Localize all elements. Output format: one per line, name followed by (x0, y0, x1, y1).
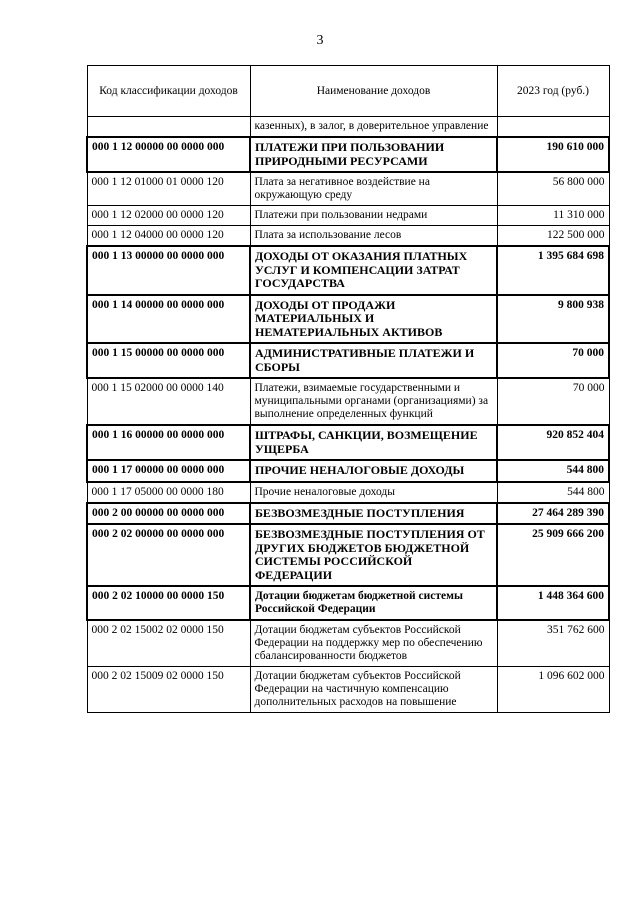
row-name: Дотации бюджетам субъектов Российской Федерации на частичную компенсацию дополнительных расходов на повышение (250, 667, 497, 713)
row-amount: 25 909 666 200 (497, 524, 609, 586)
row-code: 000 2 00 00000 00 0000 000 (87, 503, 250, 525)
table-row (87, 425, 609, 460)
row-name: Дотации бюджетам субъектов Российской Федерации на поддержку мер по обеспечению сбалансированности бюджетов (250, 620, 497, 667)
table-row (87, 460, 609, 482)
row-amount: 9 800 938 (497, 295, 609, 344)
table-row (87, 378, 609, 425)
row-code: 000 2 02 15002 02 0000 150 (87, 620, 250, 667)
row-amount: 544 800 (497, 460, 609, 482)
table-row (87, 226, 609, 247)
row-code: 000 1 12 02000 00 0000 120 (87, 206, 250, 226)
row-amount: 920 852 404 (497, 425, 609, 460)
table-row (87, 667, 609, 713)
table-row (87, 503, 609, 525)
row-amount: 1 448 364 600 (497, 586, 609, 620)
table-row (87, 172, 609, 206)
table-row (87, 343, 609, 378)
row-amount: 70 000 (497, 378, 609, 425)
row-amount: 190 610 000 (497, 137, 609, 172)
row-amount: 56 800 000 (497, 172, 609, 206)
table-row (87, 295, 609, 344)
row-amount: 1 096 602 000 (497, 667, 609, 713)
row-code: 000 1 16 00000 00 0000 000 (87, 425, 250, 460)
table-header-row (87, 66, 609, 117)
row-name: Платежи при пользовании недрами (250, 206, 497, 226)
row-name: Дотации бюджетам бюджетной системы Российской Федерации (250, 586, 497, 620)
row-amount: 70 000 (497, 343, 609, 378)
row-amount (497, 117, 609, 138)
row-name: Прочие неналоговые доходы (250, 482, 497, 503)
row-code: 000 1 17 00000 00 0000 000 (87, 460, 250, 482)
table-row (87, 620, 609, 667)
header-amount: 2023 год (руб.) (497, 66, 609, 117)
table-row (87, 586, 609, 620)
row-code: 000 1 13 00000 00 0000 000 (87, 246, 250, 295)
row-name: ШТРАФЫ, САНКЦИИ, ВОЗМЕЩЕНИЕ УЩЕРБА (250, 425, 497, 460)
row-code: 000 1 14 00000 00 0000 000 (87, 295, 250, 344)
row-name: ПЛАТЕЖИ ПРИ ПОЛЬЗОВАНИИ ПРИРОДНЫМИ РЕСУРСАМИ (250, 137, 497, 172)
row-name: БЕЗВОЗМЕЗДНЫЕ ПОСТУПЛЕНИЯ (250, 503, 497, 525)
row-code: 000 1 12 04000 00 0000 120 (87, 226, 250, 247)
row-code: 000 1 12 01000 01 0000 120 (87, 172, 250, 206)
header-name: Наименование доходов (250, 66, 497, 117)
row-name: казенных), в залог, в доверительное управление (250, 117, 497, 138)
page-number: 3 (316, 33, 324, 48)
row-code: 000 2 02 10000 00 0000 150 (87, 586, 250, 620)
row-code (87, 117, 250, 138)
row-amount: 122 500 000 (497, 226, 609, 247)
table-row (87, 246, 609, 295)
row-amount: 27 464 289 390 (497, 503, 609, 525)
row-name: Плата за негативное воздействие на окружающую среду (250, 172, 497, 206)
row-code: 000 1 17 05000 00 0000 180 (87, 482, 250, 503)
table-row (87, 482, 609, 503)
row-name: БЕЗВОЗМЕЗДНЫЕ ПОСТУПЛЕНИЯ ОТ ДРУГИХ БЮДЖЕТОВ БЮДЖЕТНОЙ СИСТЕМЫ РОССИЙСКОЙ ФЕДЕРАЦИИ (250, 524, 497, 586)
row-amount: 351 762 600 (497, 620, 609, 667)
row-amount: 11 310 000 (497, 206, 609, 226)
row-code: 000 1 15 00000 00 0000 000 (87, 343, 250, 378)
row-code: 000 2 02 00000 00 0000 000 (87, 524, 250, 586)
row-name: ПРОЧИЕ НЕНАЛОГОВЫЕ ДОХОДЫ (250, 460, 497, 482)
row-code: 000 1 15 02000 00 0000 140 (87, 378, 250, 425)
table-row (87, 524, 609, 586)
header-code: Код классификации доходов (87, 66, 250, 117)
row-name: Плата за использование лесов (250, 226, 497, 247)
row-name: ДОХОДЫ ОТ ПРОДАЖИ МАТЕРИАЛЬНЫХ И НЕМАТЕРИАЛЬНЫХ АКТИВОВ (250, 295, 497, 344)
row-name: АДМИНИСТРАТИВНЫЕ ПЛАТЕЖИ И СБОРЫ (250, 343, 497, 378)
row-amount: 544 800 (497, 482, 609, 503)
revenue-table (86, 65, 610, 713)
row-name: ДОХОДЫ ОТ ОКАЗАНИЯ ПЛАТНЫХ УСЛУГ И КОМПЕНСАЦИИ ЗАТРАТ ГОСУДАРСТВА (250, 246, 497, 295)
row-name: Платежи, взимаемые государственными и муниципальными органами (организациями) за выполнение определенных функций (250, 378, 497, 425)
table-row (87, 137, 609, 172)
table-row (87, 117, 609, 138)
table-row (87, 206, 609, 226)
row-code: 000 1 12 00000 00 0000 000 (87, 137, 250, 172)
row-amount: 1 395 684 698 (497, 246, 609, 295)
row-code: 000 2 02 15009 02 0000 150 (87, 667, 250, 713)
